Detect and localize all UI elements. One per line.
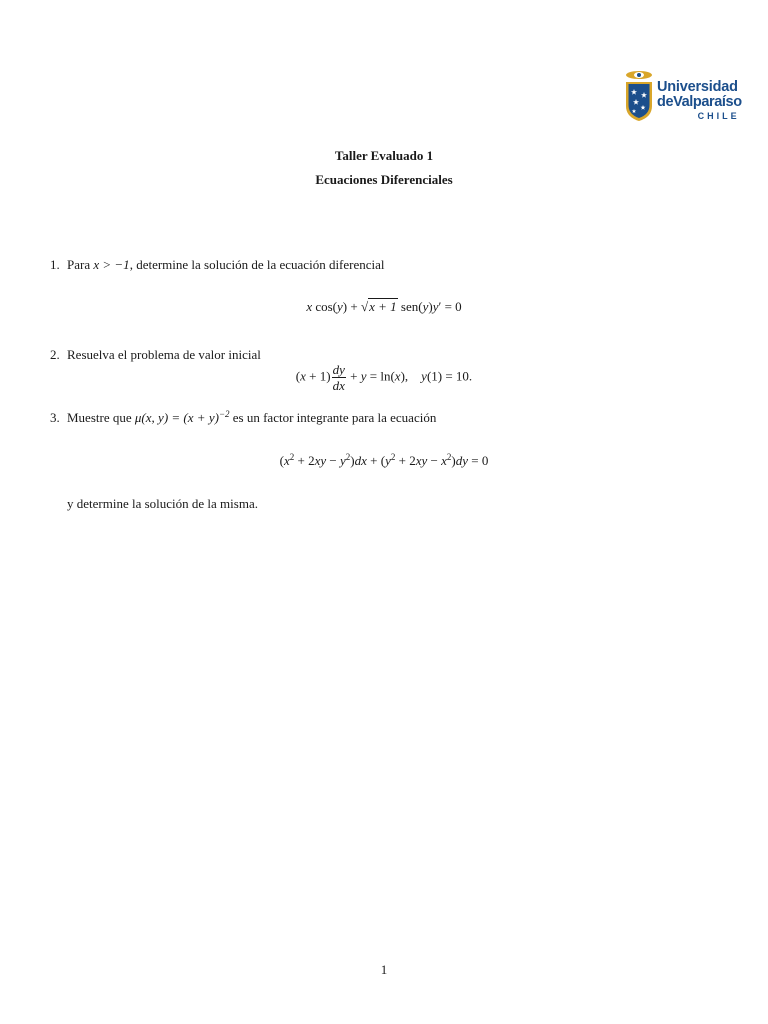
logo-text (657, 80, 742, 122)
page-number: 1 (380, 962, 388, 977)
problem-1-equation: x cos(y) + √x + 1 sen(y)y′ = 0 (306, 299, 462, 314)
logo-line-3: CHILE (697, 111, 740, 121)
problem-1-number: 1. (50, 257, 60, 272)
problem-1-condition: x > −1 (93, 257, 130, 272)
problem-3-equation: $(x^2 + 2xy - y^2)dx + (y^2 + 2xy - x^2)dy = 0$ (279, 452, 489, 468)
problem-2-equation: (x + 1) $\frac{dy}{dx}$ + y = ln(x), y(1) = 10. (295, 362, 473, 393)
problem-3-text-b: es un factor integrante para la ecuación (229, 410, 437, 425)
problem-1-text-a: Para (67, 257, 94, 272)
sqrt-expression: √x + 1 (360, 299, 397, 314)
problem-3-followup: y determine la solución de la misma. (67, 496, 258, 511)
problem-2-number: 2. (50, 347, 60, 362)
problem-3-number: 3. (50, 410, 60, 425)
integrating-factor: μ(x, $y) = (x + y)^{-2}$ (134, 409, 230, 425)
university-logo (624, 70, 742, 126)
logo-line-2: deValparaíso (657, 94, 742, 110)
derivative-fraction: $\frac{dy}{dx}$ (332, 362, 345, 393)
problem-1-statement (67, 257, 385, 273)
logo-line-1: Universidad (657, 79, 738, 95)
problem-3-text-a: Muestre que (67, 410, 135, 425)
problem-1-text-b: , determine la solución de la ecuación diferencial (129, 257, 385, 272)
problem-2-statement: Resuelva el problema de valor inicial (67, 347, 261, 362)
problem-3-statement (67, 410, 436, 426)
document-subtitle: Ecuaciones Diferenciales (315, 172, 453, 187)
shield-icon (624, 70, 654, 122)
document-title: Taller Evaluado 1 (334, 148, 434, 163)
